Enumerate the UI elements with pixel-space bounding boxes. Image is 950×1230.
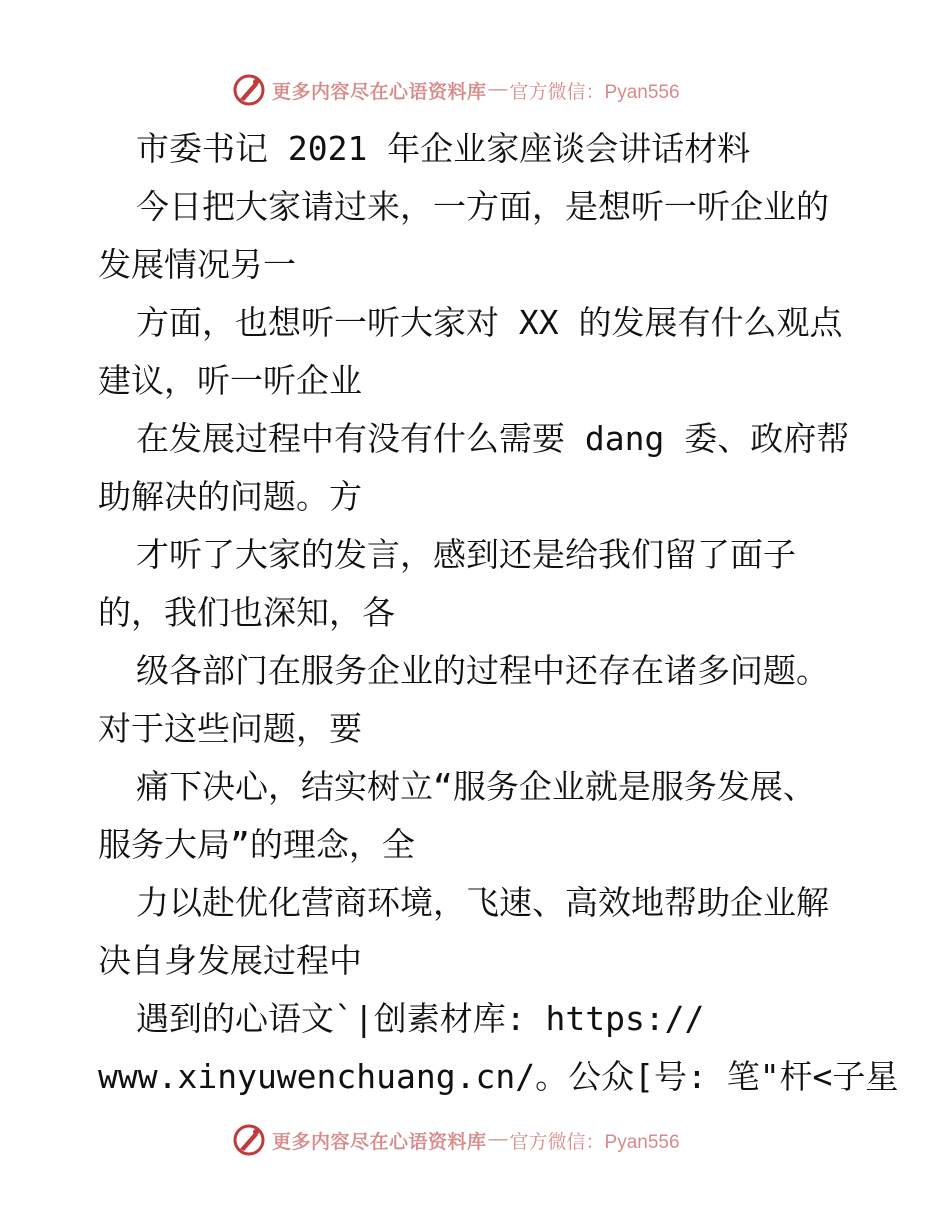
text-line: 在发展过程中有没有什么需要 dang 委、政府帮 — [136, 419, 850, 458]
header-watermark-banner — [232, 72, 680, 108]
text-line: 决自身发展过程中 — [98, 941, 362, 980]
text-line: 对于这些问题，要 — [98, 709, 362, 748]
text-line: 方面，也想听一听大家对 XX 的发展有什么观点 — [136, 303, 843, 342]
text-line: 服务大局”的理念，全 — [98, 825, 415, 864]
text-line: 的，我们也深知，各 — [98, 593, 395, 632]
text-line: 今日把大家请过来，一方面，是想听一听企业的 — [136, 187, 829, 226]
text-line: 力以赴优化营商环境，飞速、高效地帮助企业解 — [136, 883, 829, 922]
document-title: 市委书记 2021 年企业家座谈会讲话材料 — [136, 129, 751, 168]
banner-separator: — — [488, 1129, 508, 1150]
text-line: 发展情况另一 — [98, 245, 296, 284]
text-line: 建议，听一听企业 — [98, 361, 362, 400]
text-line: www.xinyuwenchuang.cn/。公众[号: 笔"杆<子星 — [98, 1057, 899, 1096]
banner-main-text: 更多内容尽在心语资料库 — [272, 1130, 487, 1153]
quill-logo-icon — [232, 73, 266, 107]
text-line: 遇到的心语文`|创素材库: https:// — [136, 999, 705, 1038]
footer-watermark-banner — [232, 1122, 680, 1158]
text-line: 助解决的问题。方 — [98, 477, 362, 516]
text-line: 级各部门在服务企业的过程中还存在诸多问题。 — [136, 651, 829, 690]
banner-wechat-text: 官方微信：Pyan556 — [509, 1131, 680, 1153]
banner-separator: — — [488, 79, 508, 100]
banner-main-text: 更多内容尽在心语资料库 — [272, 80, 487, 103]
document-body — [98, 120, 899, 1106]
text-line: 才听了大家的发言，感到还是给我们留了面子 — [136, 535, 796, 574]
banner-wechat-text: 官方微信：Pyan556 — [509, 81, 680, 103]
text-line: 痛下决心，结实树立“服务企业就是服务发展、 — [136, 767, 816, 806]
quill-logo-icon — [232, 1123, 266, 1157]
